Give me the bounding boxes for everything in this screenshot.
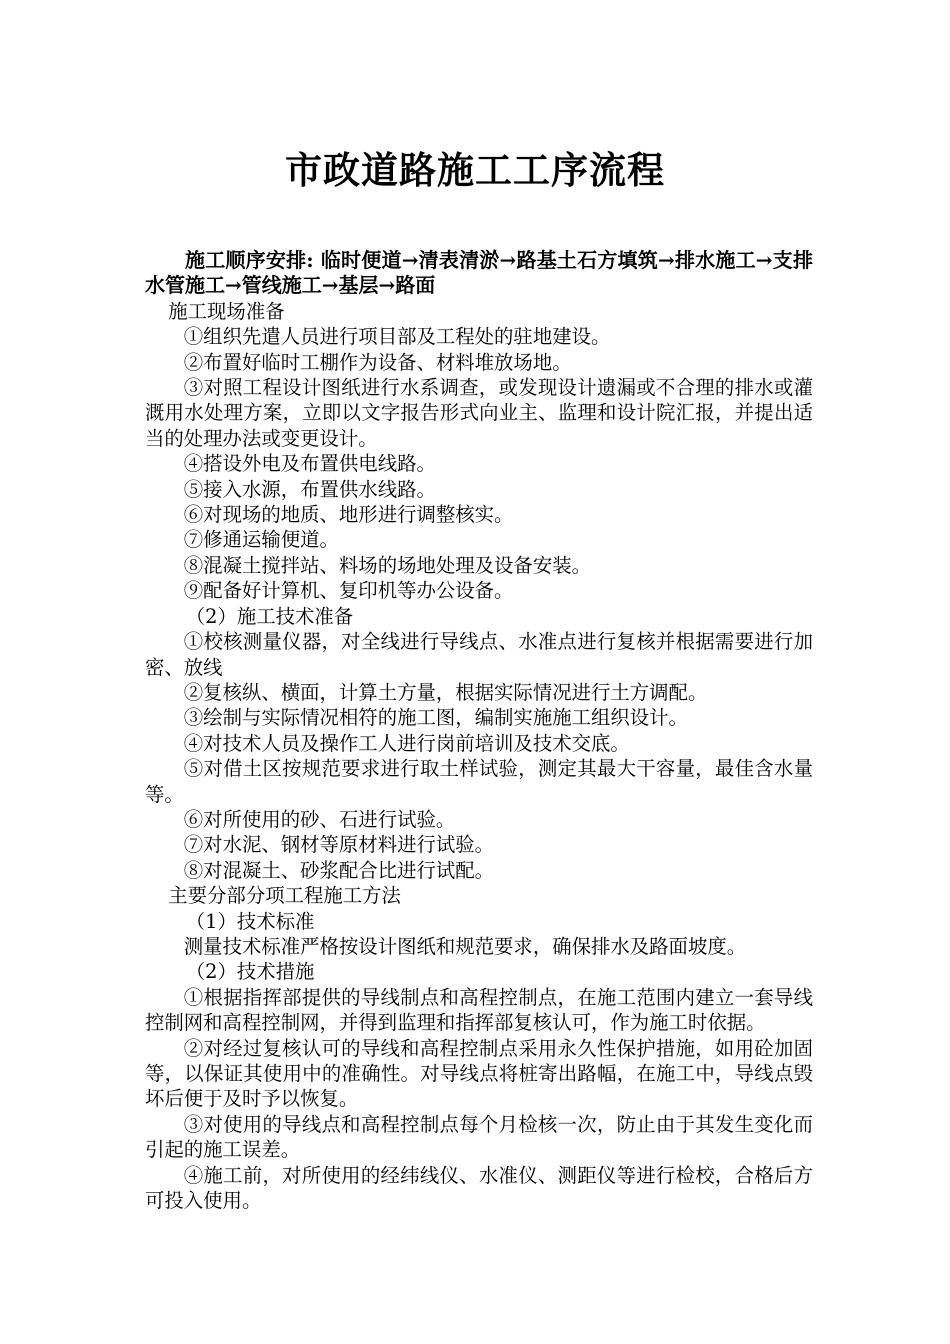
construction-sequence-paragraph: 施工顺序安排: 临时便道→清表清淤→路基土石方填筑→排水施工→支排水管施工→管线施工→基层→路面	[145, 248, 813, 298]
list-item: ②布置好临时工棚作为设备、材料堆放场地。	[183, 350, 572, 374]
list-item: ①组织先遣人员进行项目部及工程处的驻地建设。	[183, 325, 611, 349]
list-item: ②复核纵、横面，计算土方量，根据实际情况进行土方调配。	[183, 680, 708, 704]
list-item: ⑤接入水源，布置供水线路。	[183, 477, 436, 501]
list-item: ④施工前，对所使用的经纬线仪、水准仪、测距仪等进行检校，合格后方可投入使用。	[145, 1163, 813, 1213]
list-item: ②对经过复核认可的导线和高程控制点采用永久性保护措施，如用砼加固等，以保证其使用中的准确性。对导线点将桩寄出路幅，在施工中，导线点毁坏后便于及时予以恢复。	[145, 1036, 813, 1111]
section-heading-site-preparation: 施工现场准备	[168, 299, 285, 323]
list-item: ⑥对现场的地质、地形进行调整核实。	[183, 503, 514, 527]
subsection-heading-technical-measures: （2）技术措施	[185, 960, 315, 984]
list-item: ③对照工程设计图纸进行水系调查，或发现设计遗漏或不合理的排水或灌溉用水处理方案，立即以文字报告形式向业主、监理和设计院汇报，并提出适当的处理办法或变更设计。	[145, 376, 813, 450]
list-item: ①校核测量仪器，对全线进行导线点、水准点进行复核并根据需要进行加密、放线	[145, 630, 813, 679]
list-item: ⑨配备好计算机、复印机等办公设备。	[183, 579, 514, 603]
subsection-heading-technical-standards: （1）技术标准	[185, 909, 315, 933]
list-item: ⑦修通运输便道。	[183, 528, 339, 552]
list-item: ④对技术人员及操作工人进行岗前培训及技术交底。	[183, 731, 630, 755]
section-heading-construction-methods: 主要分部分项工程施工方法	[168, 884, 401, 908]
list-item: ③绘制与实际情况相符的施工图，编制实施施工组织设计。	[183, 706, 688, 730]
list-item: ⑧对混凝土、砂浆配合比进行试配。	[183, 858, 495, 882]
list-item: ⑤对借土区按规范要求进行取土样试验，测定其最大干容量，最佳含水量等。	[145, 757, 813, 806]
list-item: 测量技术标准严格按设计图纸和规范要求，确保排水及路面坡度。	[183, 934, 747, 958]
list-item: ①根据指挥部提供的导线制点和高程控制点，在施工范围内建立一套导线控制网和高程控制网，并得到监理和指挥部复核认可，作为施工时依据。	[145, 985, 813, 1035]
document-body	[145, 248, 813, 1213]
list-item: ⑧混凝土搅拌站、料场的场地处理及设备安装。	[183, 553, 591, 577]
list-item: ⑥对所使用的砂、石进行试验。	[183, 807, 456, 831]
list-item: ⑦对水泥、钢材等原材料进行试验。	[183, 833, 495, 857]
subsection-heading-technical-preparation: （2）施工技术准备	[185, 604, 354, 628]
list-item: ④搭设外电及布置供电线路。	[183, 452, 436, 476]
document-title: 市政道路施工工序流程	[285, 148, 665, 192]
list-item: ③对使用的导线点和高程控制点每个月检核一次，防止由于其发生变化而引起的施工误差。	[145, 1112, 813, 1162]
